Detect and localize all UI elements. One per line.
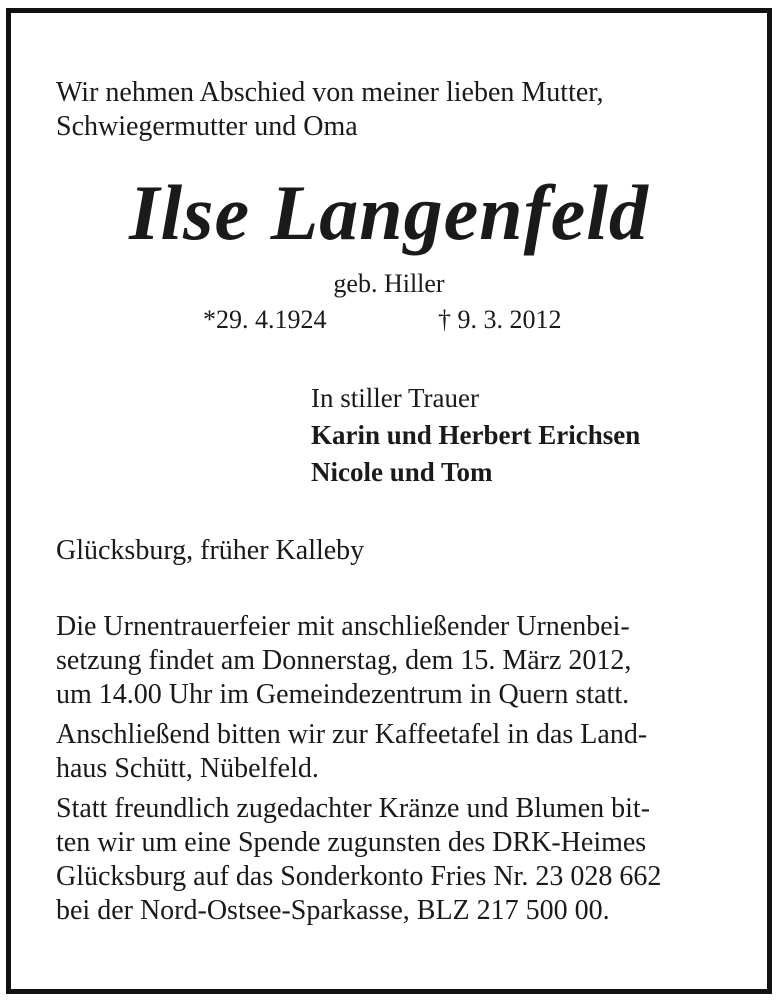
paragraph-line: um 14.00 Uhr im Gemeindezentrum in Quern statt. [56, 679, 630, 710]
mourning-label: In stiller Trauer [311, 383, 479, 413]
paragraph-line: ten wir um eine Spende zugunsten des DRK-Heimes [56, 827, 647, 858]
ceremony-paragraph [56, 610, 722, 712]
death-date: † 9. 3. 2012 [438, 305, 562, 334]
maiden-name: geb. Hiller [333, 269, 445, 298]
mourners-block [311, 380, 640, 491]
intro-line: Schwiegermutter und Oma [56, 111, 358, 142]
paragraph-line: bei der Nord-Ostsee-Sparkasse, BLZ 217 500 00. [56, 895, 610, 926]
mourner-name: Nicole und Tom [311, 457, 493, 487]
paragraph-line: Die Urnentrauerfeier mit anschließender Urnenbei- [56, 611, 630, 642]
reception-paragraph [56, 718, 722, 786]
donation-paragraph [56, 792, 722, 928]
paragraph-line: setzung findet am Donnerstag, dem 15. März 2012, [56, 645, 632, 676]
intro-line: Wir nehmen Abschied von meiner lieben Mutter, [56, 77, 604, 108]
place-text: Glücksburg, früher Kalleby [56, 535, 365, 566]
paragraph-line: haus Schütt, Nübelfeld. [56, 753, 319, 784]
birth-date: *29. 4.1924 [203, 305, 327, 334]
mourner-name: Karin und Herbert Erichsen [311, 420, 641, 450]
deceased-name: Ilse Langenfeld [129, 169, 649, 256]
paragraph-line: Glücksburg auf das Sonderkonto Fries Nr. 23 028 662 [56, 861, 662, 892]
intro-text [56, 76, 724, 144]
paragraph-line: Anschließend bitten wir zur Kaffeetafel in das Land- [56, 719, 648, 750]
paragraph-line: Statt freundlich zugedachter Kränze und Blumen bit- [56, 793, 651, 824]
